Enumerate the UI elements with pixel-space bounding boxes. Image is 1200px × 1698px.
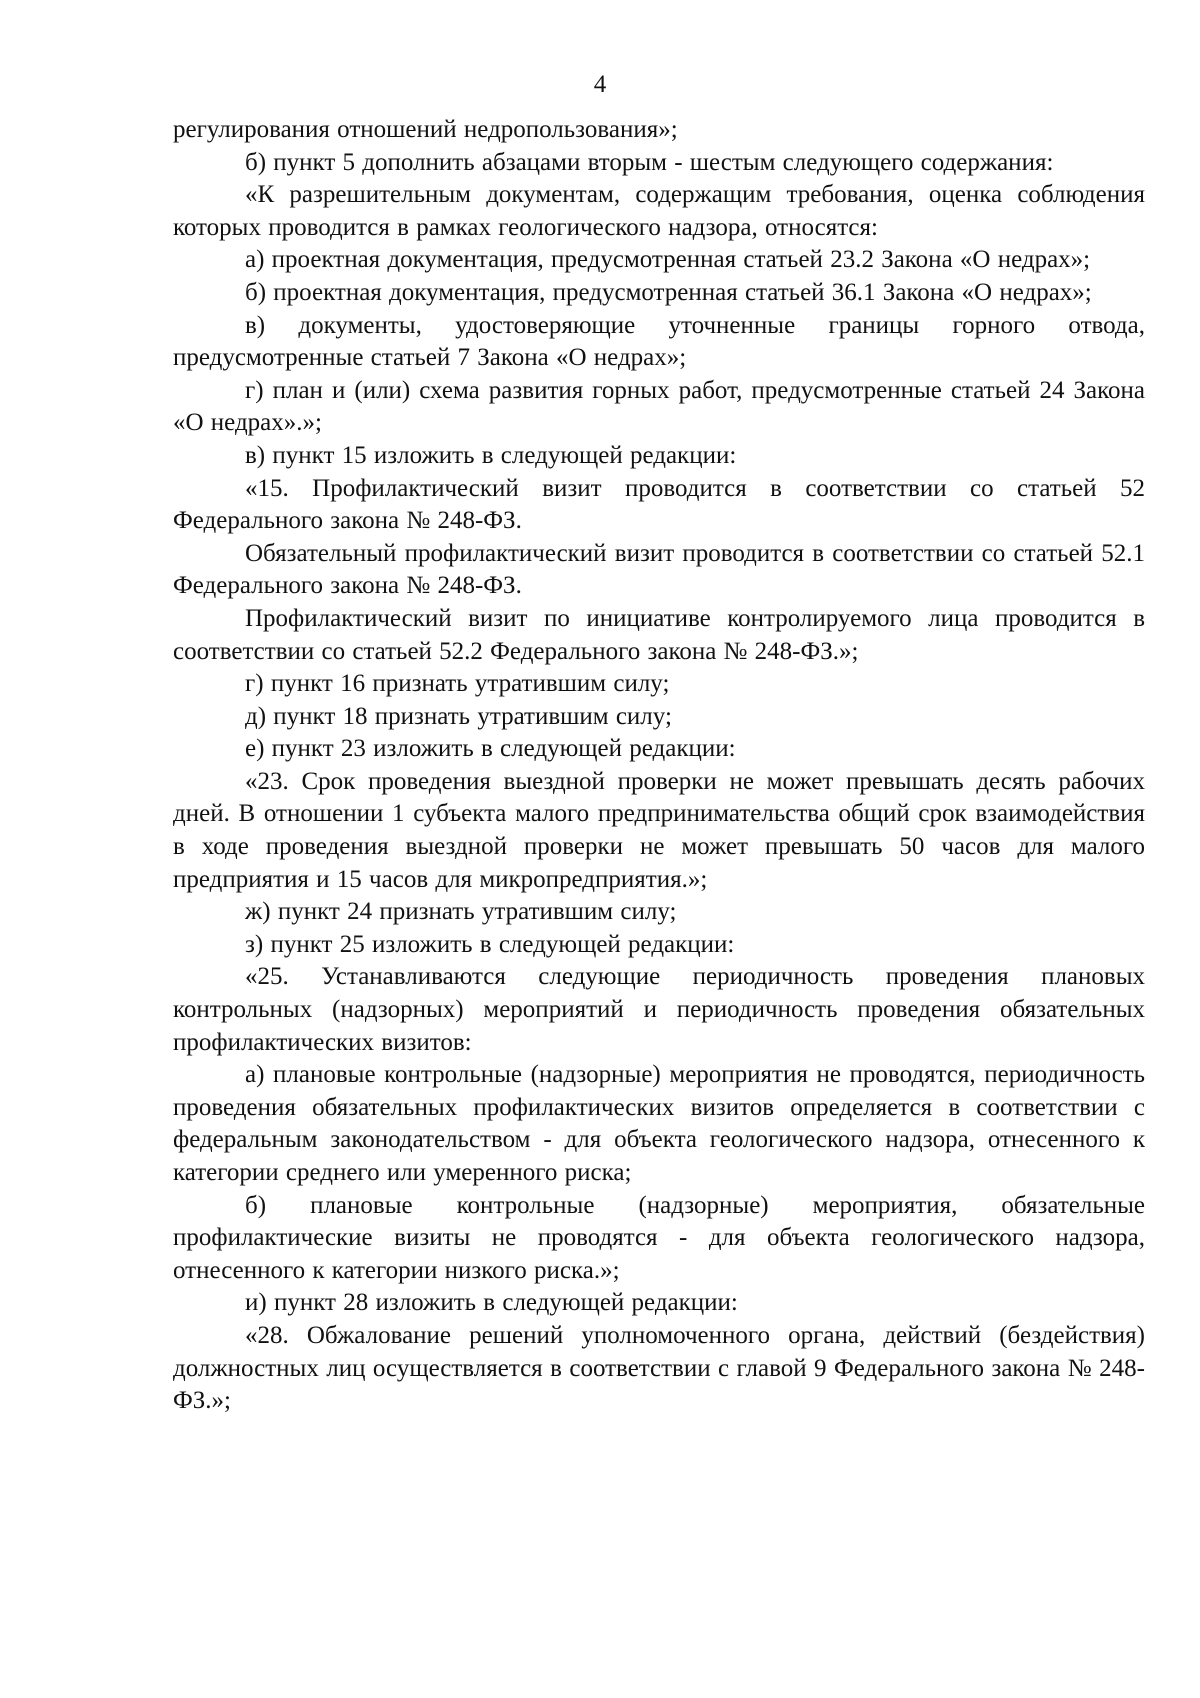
list-item-v: в) документы, удостоверяющие уточненные границы горного отвода, предусмотренные статьей 7 Закона «О недрах»;: [173, 311, 1145, 372]
paragraph-continuation: регулирования отношений недропользования»;: [173, 116, 678, 143]
amendment-item-b-point-5: б) пункт 5 дополнить абзацами вторым - шестым следующего содержания:: [245, 148, 1054, 176]
document-body: [173, 114, 1145, 1418]
amendment-item-v-point-15: в) пункт 15 изложить в следующей редакции:: [245, 441, 737, 469]
amendment-item-g-point-16: г) пункт 16 признать утратившим силу;: [245, 670, 670, 698]
amendment-item-d-point-18: д) пункт 18 признать утратившим силу;: [245, 702, 672, 730]
amendment-item-e-point-23: е) пункт 23 изложить в следующей редакции:: [245, 735, 736, 763]
amendment-item-i-point-28: и) пункт 28 изложить в следующей редакции:: [245, 1289, 738, 1317]
quoted-point-15-part-3: Профилактический визит по инициативе контролируемого лица проводится в соответствии со статьей 52.2 Федерального закона № 248-ФЗ.»;: [173, 604, 1145, 665]
amendment-item-zh-point-24: ж) пункт 24 признать утратившим силу;: [245, 898, 677, 926]
list-item-b: б) проектная документация, предусмотренная статьей 36.1 Закона «О недрах»;: [245, 278, 1092, 306]
quoted-point-23: «23. Срок проведения выездной проверки не может превышать десять рабочих дней. В отношении 1 субъекта малого предпринимательства общий срок взаимодействия в ходе проведения выездной проверки не может превышать 50 часов для малого предприятия и 15 часов для микропредприятия.»;: [173, 767, 1145, 893]
quoted-point-25-item-b: б) плановые контрольные (надзорные) мероприятия, обязательные профилактические визиты не проводятся - для объекта геологического надзора, отнесенного к категории низкого риска.»;: [173, 1191, 1145, 1284]
list-item-g: г) план и (или) схема развития горных работ, предусмотренные статьей 24 Закона «О недрах».»;: [173, 376, 1145, 437]
quoted-paragraph-permits: «К разрешительным документам, содержащим требования, оценка соблюдения которых проводится в рамках геологического надзора, относятся:: [173, 181, 1145, 241]
quoted-point-28: «28. Обжалование решений уполномоченного органа, действий (бездействия) должностных лиц осуществляется в соответствии с главой 9 Федерального закона № 248-ФЗ.»;: [173, 1321, 1145, 1415]
amendment-item-z-point-25: з) пункт 25 изложить в следующей редакции:: [245, 930, 735, 958]
quoted-point-15: «15. Профилактический визит проводится в соответствии со статьей 52 Федерального закона № 248-ФЗ.: [173, 474, 1145, 535]
quoted-point-15-part-2: Обязательный профилактический визит проводится в соответствии со статьей 52.1 Федерального закона № 248-ФЗ.: [173, 539, 1145, 600]
quoted-point-25-item-a: а) плановые контрольные (надзорные) мероприятия не проводятся, периодичность проведения обязательных профилактических визитов определяется в соответствии с федеральным законодательством - для объекта геологического надзора, отнесенного к категории среднего или умеренного риска;: [173, 1061, 1145, 1186]
quoted-point-25: «25. Устанавливаются следующие периодичность проведения плановых контрольных (надзорных) мероприятий и периодичность проведения обязательных профилактических визитов:: [173, 963, 1145, 1056]
page-number: 4: [593, 71, 607, 98]
list-item-a: а) проектная документация, предусмотренная статьей 23.2 Закона «О недрах»;: [245, 246, 1091, 274]
